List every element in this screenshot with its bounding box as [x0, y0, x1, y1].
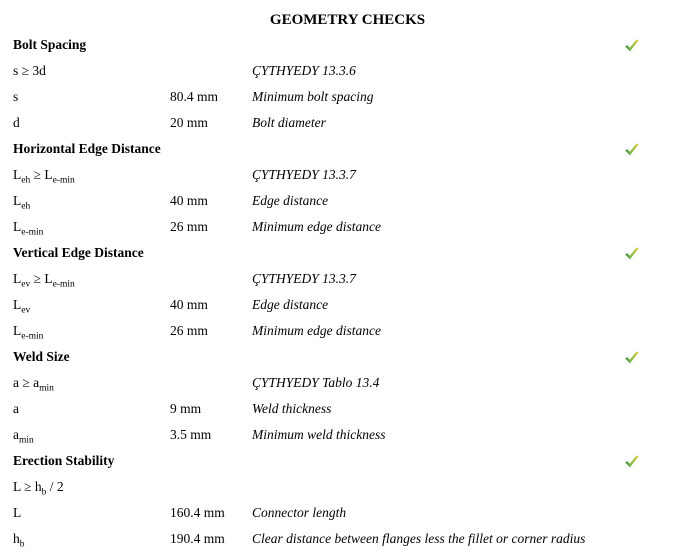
table-row [0, 162, 695, 188]
section-header-row [0, 136, 695, 162]
table-row [0, 292, 695, 318]
check-section [0, 136, 695, 240]
check-section [0, 32, 695, 136]
status-cell [625, 39, 695, 52]
section-header-row [0, 240, 695, 266]
symbol-text: L ≥ h [13, 479, 42, 494]
symbol-cell [13, 401, 170, 417]
symbol-subscript: ev [21, 305, 31, 316]
description-cell: Minimum edge distance [252, 323, 381, 338]
symbol-cell [13, 323, 170, 342]
check-icon [625, 247, 639, 260]
check-icon [625, 351, 639, 364]
description-cell: ÇYTHYEDY Tablo 13.4 [252, 375, 380, 390]
symbol-text: L [13, 323, 22, 338]
status-cell [625, 247, 695, 260]
description-cell: ÇYTHYEDY 13.3.7 [252, 167, 356, 182]
symbol-text: L [13, 167, 22, 182]
table-row [0, 474, 695, 500]
symbol-subscript: b [41, 487, 47, 498]
symbol-text: / 2 [46, 479, 64, 494]
symbol-text: L [13, 297, 22, 312]
status-cell [625, 351, 695, 364]
check-icon [625, 455, 639, 468]
value-cell: 20 mm [170, 115, 208, 130]
table-row [0, 500, 695, 526]
section-heading: Vertical Edge Distance [13, 245, 144, 260]
section-header-row [0, 448, 695, 474]
description-cell: Connector length [252, 505, 347, 520]
table-row [0, 110, 695, 136]
symbol-subscript: min [39, 383, 54, 394]
value-cell: 160.4 mm [170, 505, 225, 520]
table-row [0, 318, 695, 344]
table-row [0, 266, 695, 292]
symbol-subscript: b [19, 539, 25, 550]
section-heading: Weld Size [13, 349, 70, 364]
symbol-text: ≥ L [30, 167, 53, 182]
symbol-subscript: e-min [21, 331, 44, 342]
symbol-subscript: e-min [52, 279, 75, 290]
symbol-cell [13, 375, 170, 394]
symbol-cell [13, 115, 170, 131]
symbol-text: L [13, 271, 22, 286]
status-cell [625, 455, 695, 468]
table-row [0, 188, 695, 214]
symbol-subscript: ev [21, 279, 31, 290]
symbol-text: L [13, 505, 22, 520]
symbol-cell [13, 271, 170, 290]
symbol-cell [13, 505, 170, 521]
description-cell: ÇYTHYEDY 13.3.6 [252, 63, 356, 78]
description-cell: Weld thickness [252, 401, 332, 416]
symbol-subscript: e-min [21, 227, 44, 238]
symbol-cell [13, 89, 170, 105]
symbol-subscript: eh [21, 201, 31, 212]
symbol-text: h [13, 531, 20, 546]
symbol-subscript: eh [21, 175, 31, 186]
page-title: GEOMETRY CHECKS [269, 12, 426, 28]
symbol-text: a [13, 401, 19, 416]
description-cell: Edge distance [252, 297, 329, 312]
description-cell: Bolt diameter [252, 115, 326, 130]
symbol-text: L [13, 219, 22, 234]
check-section [0, 344, 695, 448]
check-section [0, 448, 695, 552]
value-cell: 9 mm [170, 401, 202, 416]
symbol-cell [13, 63, 170, 79]
check-section [0, 240, 695, 344]
description-cell: Minimum edge distance [252, 219, 381, 234]
value-cell: 26 mm [170, 219, 208, 234]
symbol-subscript: min [19, 435, 34, 446]
symbol-text: a [13, 427, 19, 442]
description-cell: Minimum bolt spacing [252, 89, 374, 104]
symbol-subscript: e-min [52, 175, 75, 186]
table-row [0, 84, 695, 110]
section-heading: Bolt Spacing [13, 37, 87, 52]
description-cell: Clear distance between flanges less the fillet or corner radius [252, 531, 586, 546]
description-cell: Minimum weld thickness [252, 427, 386, 442]
check-icon [625, 39, 639, 52]
table-row [0, 526, 695, 552]
symbol-text: s [13, 89, 19, 104]
symbol-cell [13, 427, 170, 446]
description-cell: ÇYTHYEDY 13.3.7 [252, 271, 356, 286]
symbol-cell [13, 167, 170, 186]
section-header-row [0, 32, 695, 58]
value-cell: 40 mm [170, 297, 208, 312]
section-header-row [0, 344, 695, 370]
symbol-cell [13, 297, 170, 316]
symbol-cell [13, 479, 170, 498]
value-cell: 26 mm [170, 323, 208, 338]
symbol-text: ≥ L [30, 271, 53, 286]
symbol-cell [13, 531, 170, 550]
value-cell: 40 mm [170, 193, 208, 208]
sections-container [0, 32, 695, 552]
symbol-text: s ≥ 3d [13, 63, 46, 78]
check-icon [625, 143, 639, 156]
table-row [0, 396, 695, 422]
table-row [0, 422, 695, 448]
symbol-cell [13, 219, 170, 238]
section-heading: Horizontal Edge Distance [13, 141, 161, 156]
table-row [0, 214, 695, 240]
status-cell [625, 143, 695, 156]
symbol-text: d [13, 115, 20, 130]
symbol-cell [13, 193, 170, 212]
symbol-text: a ≥ a [13, 375, 40, 390]
value-cell: 190.4 mm [170, 531, 225, 546]
value-cell: 3.5 mm [170, 427, 212, 442]
table-row [0, 370, 695, 396]
table-row [0, 58, 695, 84]
symbol-text: L [13, 193, 22, 208]
description-cell: Edge distance [252, 193, 329, 208]
section-heading: Erection Stability [13, 453, 115, 468]
value-cell: 80.4 mm [170, 89, 219, 104]
